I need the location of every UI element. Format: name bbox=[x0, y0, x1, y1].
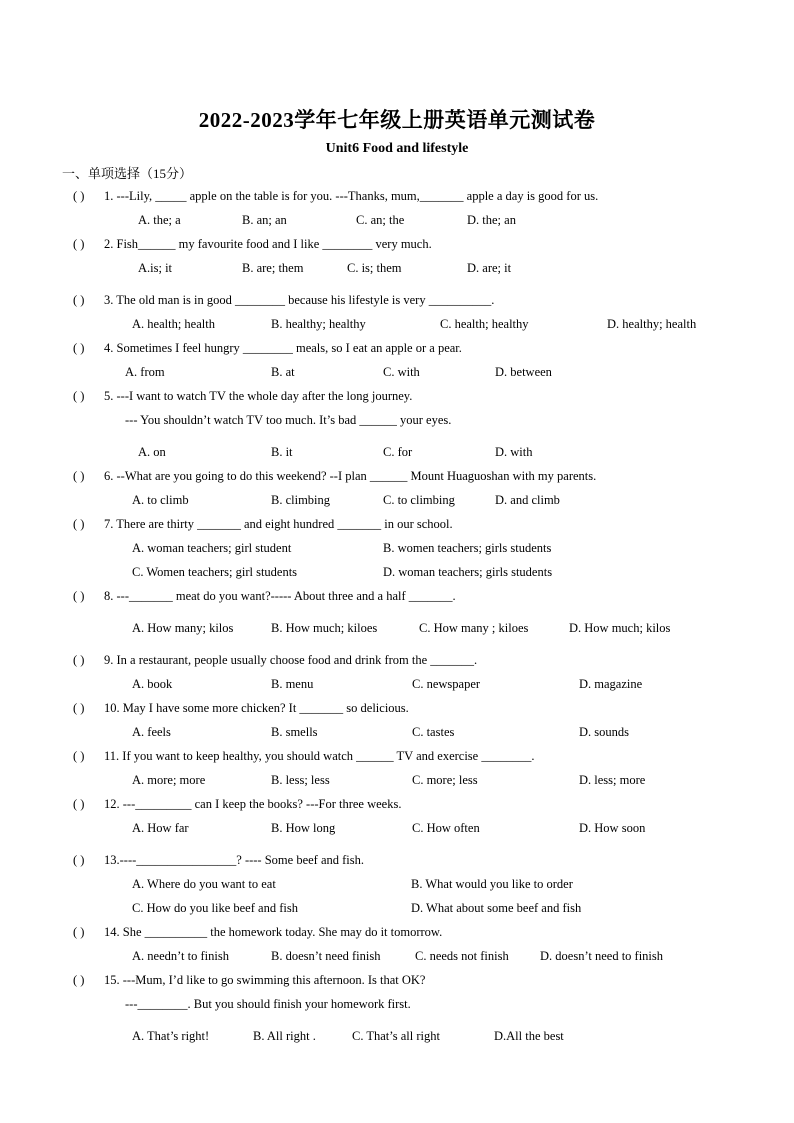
answer-option: D. magazine bbox=[579, 677, 643, 691]
answer-blank: ( ) bbox=[73, 749, 85, 763]
answer-option: A. book bbox=[132, 677, 173, 691]
answer-option: D. between bbox=[495, 365, 552, 379]
question-stem: 1. ---Lily, _____ apple on the table is for you. ---Thanks, mum,_______ apple a day is good for us. bbox=[104, 189, 599, 203]
answer-blank: ( ) bbox=[73, 469, 85, 483]
answer-blank: ( ) bbox=[73, 701, 85, 715]
answer-option: D.All the best bbox=[494, 1029, 564, 1043]
answer-option: C. more; less bbox=[412, 773, 478, 787]
answer-option: D. woman teachers; girls students bbox=[383, 565, 553, 579]
subtitle: Unit6 Food and lifestyle bbox=[325, 141, 469, 156]
answer-option: A. That’s right! bbox=[132, 1029, 210, 1043]
answer-option: D. and climb bbox=[495, 493, 560, 507]
answer-option: C. newspaper bbox=[412, 677, 481, 691]
question-stem: 10. May I have some more chicken? It _______ so delicious. bbox=[104, 701, 409, 715]
answer-option: A. woman teachers; girl student bbox=[132, 541, 292, 555]
section-heading: 一、单项选择（15分） bbox=[62, 166, 193, 181]
answer-option: D. doesn’t need to finish bbox=[540, 949, 664, 963]
answer-option: C. tastes bbox=[412, 725, 455, 739]
question-stem: 13.----________________? ---- Some beef and fish. bbox=[104, 853, 365, 867]
answer-option: A. feels bbox=[132, 725, 171, 739]
answer-option: D. healthy; health bbox=[607, 317, 697, 331]
answer-option: C. needs not finish bbox=[415, 949, 509, 963]
answer-option: B. How long bbox=[271, 821, 336, 835]
answer-option: A. needn’t to finish bbox=[132, 949, 229, 963]
answer-option: B. What would you like to order bbox=[411, 877, 573, 891]
question-stem: --- You shouldn’t watch TV too much. It’s bad ______ your eyes. bbox=[125, 413, 452, 427]
answer-option: A. to climb bbox=[132, 493, 189, 507]
answer-blank: ( ) bbox=[73, 853, 85, 867]
page-title: 2022-2023学年七年级上册英语单元测试卷 bbox=[198, 108, 596, 132]
answer-option: A. from bbox=[125, 365, 165, 379]
answer-option: B. menu bbox=[271, 677, 314, 691]
answer-option: A. more; more bbox=[132, 773, 206, 787]
question-stem: ---________. But you should finish your homework first. bbox=[125, 997, 411, 1011]
answer-option: B. an; an bbox=[242, 213, 287, 227]
answer-blank: ( ) bbox=[73, 389, 85, 403]
answer-option: A. on bbox=[138, 445, 166, 459]
answer-option: B. women teachers; girls students bbox=[383, 541, 552, 555]
answer-option: D. less; more bbox=[579, 773, 646, 787]
answer-option: D. are; it bbox=[467, 261, 512, 275]
answer-blank: ( ) bbox=[73, 973, 85, 987]
question-stem: 11. If you want to keep healthy, you should watch ______ TV and exercise ________. bbox=[104, 749, 535, 763]
answer-option: A. How many; kilos bbox=[132, 621, 234, 635]
question-stem: 2. Fish______ my favourite food and I like ________ very much. bbox=[104, 237, 432, 251]
answer-option: D. What about some beef and fish bbox=[411, 901, 582, 915]
question-stem: 8. ---_______ meat do you want?----- About three and a half _______. bbox=[104, 589, 456, 603]
answer-option: A. How far bbox=[132, 821, 189, 835]
answer-option: A. health; health bbox=[132, 317, 215, 331]
answer-option: B. healthy; healthy bbox=[271, 317, 366, 331]
answer-option: C. How often bbox=[412, 821, 480, 835]
answer-option: B. less; less bbox=[271, 773, 330, 787]
answer-blank: ( ) bbox=[73, 797, 85, 811]
answer-blank: ( ) bbox=[73, 925, 85, 939]
question-stem: 15. ---Mum, I’d like to go swimming this afternoon. Is that OK? bbox=[104, 973, 426, 987]
answer-option: C. an; the bbox=[356, 213, 405, 227]
answer-option: B. climbing bbox=[271, 493, 331, 507]
answer-blank: ( ) bbox=[73, 237, 85, 251]
answer-blank: ( ) bbox=[73, 653, 85, 667]
answer-option: B. at bbox=[271, 365, 295, 379]
answer-option: C. health; healthy bbox=[440, 317, 529, 331]
answer-option: D. the; an bbox=[467, 213, 516, 227]
answer-option: A. Where do you want to eat bbox=[132, 877, 276, 891]
answer-option: C. for bbox=[383, 445, 413, 459]
answer-option: C. How many ; kiloes bbox=[419, 621, 529, 635]
question-stem: 4. Sometimes I feel hungry ________ meals, so I eat an apple or a pear. bbox=[104, 341, 462, 355]
answer-blank: ( ) bbox=[73, 189, 85, 203]
answer-option: D. How much; kilos bbox=[569, 621, 671, 635]
answer-option: B. it bbox=[271, 445, 293, 459]
answer-option: A.is; it bbox=[138, 261, 173, 275]
answer-option: D. How soon bbox=[579, 821, 646, 835]
answer-blank: ( ) bbox=[73, 517, 85, 531]
question-stem: 12. ---_________ can I keep the books? ---For three weeks. bbox=[104, 797, 402, 811]
question-stem: 9. In a restaurant, people usually choose food and drink from the _______. bbox=[104, 653, 478, 667]
answer-blank: ( ) bbox=[73, 293, 85, 307]
answer-option: A. the; a bbox=[138, 213, 181, 227]
answer-option: B. are; them bbox=[242, 261, 304, 275]
question-stem: 7. There are thirty _______ and eight hundred _______ in our school. bbox=[104, 517, 453, 531]
answer-option: C. with bbox=[383, 365, 420, 379]
answer-blank: ( ) bbox=[73, 589, 85, 603]
answer-option: B. smells bbox=[271, 725, 318, 739]
answer-blank: ( ) bbox=[73, 341, 85, 355]
answer-option: B. How much; kiloes bbox=[271, 621, 378, 635]
answer-option: C. is; them bbox=[347, 261, 402, 275]
question-stem: 14. She __________ the homework today. She may do it tomorrow. bbox=[104, 925, 443, 939]
answer-option: C. That’s all right bbox=[352, 1029, 440, 1043]
answer-option: D. sounds bbox=[579, 725, 630, 739]
answer-option: D. with bbox=[495, 445, 533, 459]
question-stem: 6. --What are you going to do this weekend? --I plan ______ Mount Huaguoshan with my parents. bbox=[104, 469, 597, 483]
question-stem: 3. The old man is in good ________ because his lifestyle is very __________. bbox=[104, 293, 495, 307]
answer-option: C. How do you like beef and fish bbox=[132, 901, 298, 915]
answer-option: B. doesn’t need finish bbox=[271, 949, 381, 963]
question-stem: 5. ---I want to watch TV the whole day after the long journey. bbox=[104, 389, 413, 403]
answer-option: B. All right . bbox=[253, 1029, 316, 1043]
answer-option: C. Women teachers; girl students bbox=[132, 565, 298, 579]
answer-option: C. to climbing bbox=[383, 493, 455, 507]
